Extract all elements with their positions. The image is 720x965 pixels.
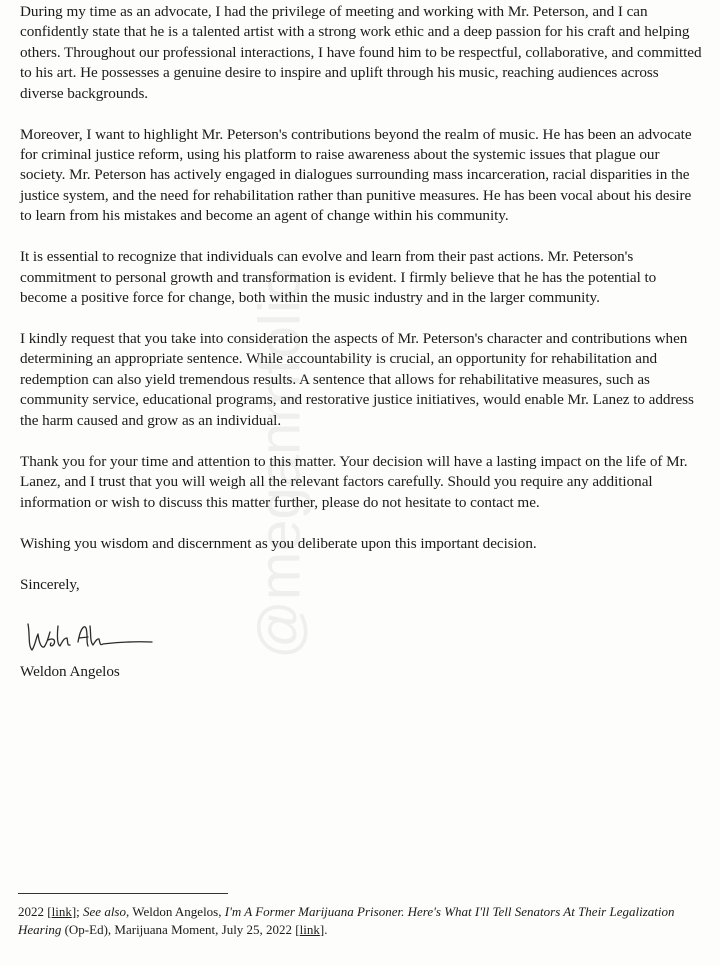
see-also: See also (83, 904, 126, 919)
paragraph: I kindly request that you take into consideration the aspects of Mr. Peterson's character and contributions when determining an appropriate sentence. While accountability is crucial, an opportunity for rehabilitation and redemption can also yield tremendous results. A sentence that allows for rehabilitative measures, such as community service, educational programs, and restorative justice initiatives, would enable Mr. Lanez to address the harm caused and grow as an individual. (20, 330, 694, 429)
paragraph: During my time as an advocate, I had the privilege of meeting and working with Mr. Peterson, and I can confidently state that he is a talented artist with a strong work ethic and a deep passion for his craft and helping others. Throughout our professional interactions, I have found him to be respectful, collaborative, and committed to his art. He possesses a genuine desire to inspire and uplift through his music, reaching audiences across diverse backgrounds. (20, 3, 702, 102)
paragraph: Moreover, I want to highlight Mr. Peterson's contributions beyond the realm of music. He has been an advocate for criminal justice reform, using his platform to raise awareness about the systemic issues that plague our society. Mr. Peterson has actively engaged in dialogues surrounding mass incarceration, racial disparities in the justice system, and the need for rehabilitation rather than punitive measures. He has been vocal about his desire to learn from his mistakes and become an agent of change within his community. (20, 125, 692, 225)
footnote-text: (Op-Ed), Marijuana Moment, July 25, 2022 [ (61, 922, 300, 937)
footnote-link[interactable]: link (51, 904, 72, 919)
letter-body (20, 2, 702, 703)
footnote-text: ]. (319, 922, 328, 937)
paragraph: Thank you for your time and attention to this matter. Your decision will have a lasting impact on the life of Mr. Lanez, and I trust that you will weigh all the relevant factors carefully. Should you require any additional information or wish to discuss this matter further, please do not hesitate to contact me. (20, 452, 688, 511)
signature-image (22, 616, 162, 656)
article-title: I'm A Former Marijuana Prisoner. Here's What I'll Tell Senators At Their Legalization Hearing (18, 904, 675, 937)
footnote-divider (18, 893, 228, 894)
signer-name: Weldon Angelos (20, 662, 120, 680)
paragraph: Wishing you wisdom and discernment as you deliberate upon this important decision. (20, 534, 537, 552)
footnote-text: ]; (71, 904, 84, 919)
closing: Sincerely, (20, 575, 80, 593)
footnote (18, 903, 708, 939)
footnote-text: , Weldon Angelos, (126, 904, 225, 919)
footnote-year: 2022 [ (18, 904, 52, 919)
footnote-link[interactable]: link (299, 922, 320, 937)
paragraph: It is essential to recognize that individuals can evolve and learn from their past actions. Mr. Peterson's commitment to personal growth and transformation is evident. I firmly believe that he has the potential to become a positive force for change, both within the music industry and in the larger community. (20, 248, 657, 307)
watermark: @meganmfolio (247, 268, 313, 659)
